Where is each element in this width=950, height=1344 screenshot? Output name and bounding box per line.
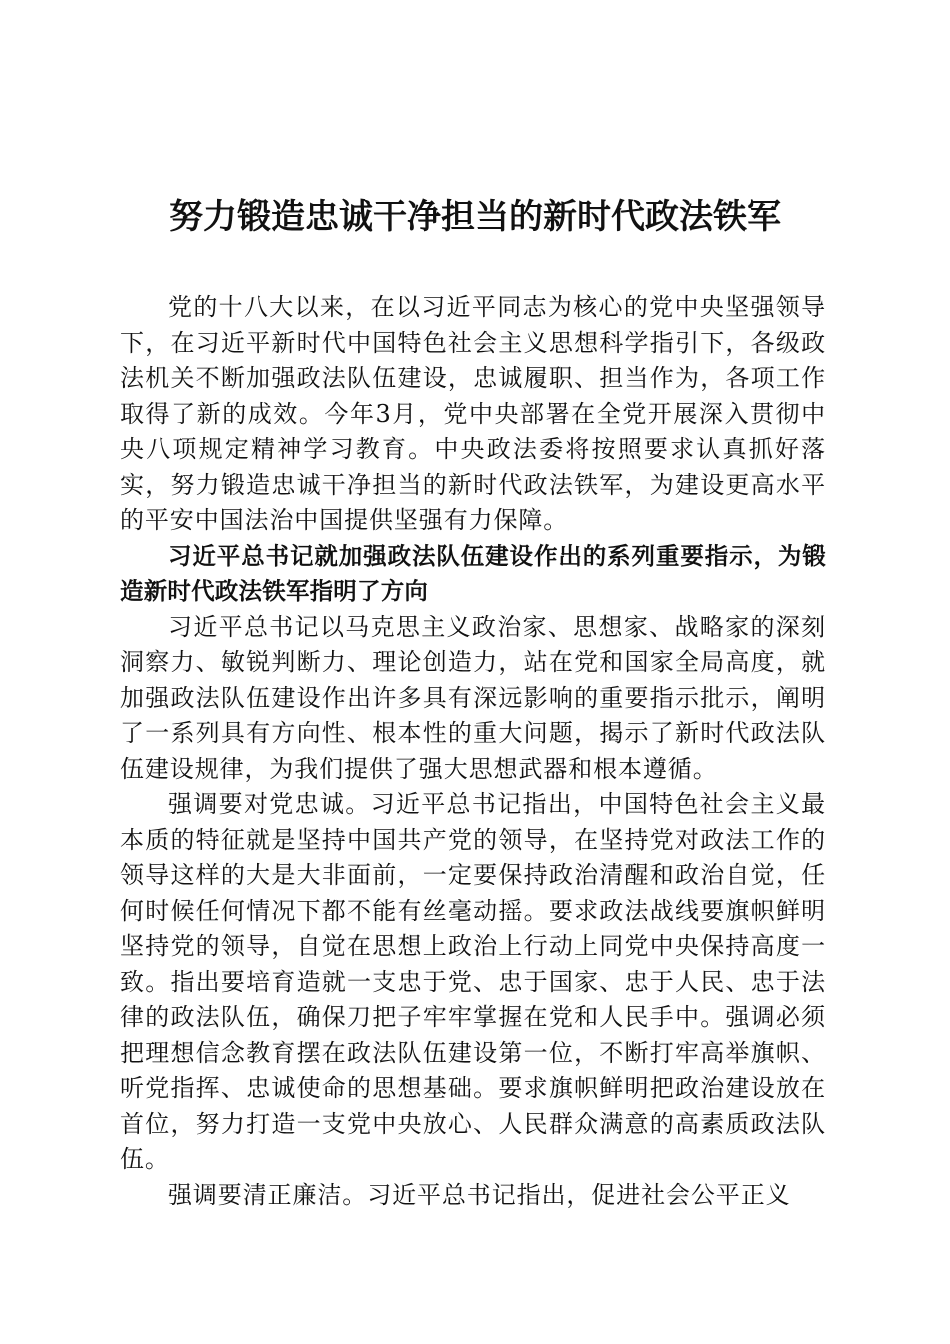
document-body	[120, 290, 826, 1213]
body-paragraph: 习近平总书记以马克思主义政治家、思想家、战略家的深刻洞察力、敏锐判断力、理论创造力，站在党和国家全局高度，就加强政法队伍建设作出许多具有深远影响的重要指示批示，阐明了一系列具有方向性、根本性的重大问题，揭示了新时代政法队伍建设规律，为我们提供了强大思想武器和根本遵循。	[120, 612, 826, 783]
intro-paragraph: 党的十八大以来，在以习近平同志为核心的党中央坚强领导下，在习近平新时代中国特色社会主义思想科学指引下，各级政法机关不断加强政法队伍建设，忠诚履职、担当作为，各项工作取得了新的成效。今年3月，党中央部署在全党开展深入贯彻中央八项规定精神学习教育。中央政法委将按照要求认真抓好落实，努力锻造忠诚干净担当的新时代政法铁军，为建设更高水平的平安中国法治中国提供坚强有力保障。	[120, 293, 826, 534]
document-title: 努力锻造忠诚干净担当的新时代政法铁军	[169, 197, 781, 237]
body-paragraph-integrity: 强调要清正廉洁。习近平总书记指出，促进社会公平正义	[168, 1180, 791, 1209]
body-paragraph-loyalty: 强调要对党忠诚。习近平总书记指出，中国特色社会主义最本质的特征就是坚持中国共产党的领导，在坚持党对政法工作的领导这样的大是大非面前，一定要保持政治清醒和政治自觉，任何时候任何情况下都不能有丝毫动摇。要求政法战线要旗帜鲜明坚持党的领导，自觉在思想上政治上行动上同党中央保持高度一致。指出要培育造就一支忠于党、忠于国家、忠于人民、忠于法律的政法队伍，确保刀把子牢牢掌握在党和人民手中。强调必须把理想信念教育摆在政法队伍建设第一位，不断打牢高举旗帜、听党指挥、忠诚使命的思想基础。要求旗帜鲜明把政治建设放在首位，努力打造一支党中央放心、人民群众满意的高素质政法队伍。	[120, 790, 826, 1173]
section-heading: 习近平总书记就加强政法队伍建设作出的系列重要指示，为锻造新时代政法铁军指明了方向	[120, 541, 826, 605]
